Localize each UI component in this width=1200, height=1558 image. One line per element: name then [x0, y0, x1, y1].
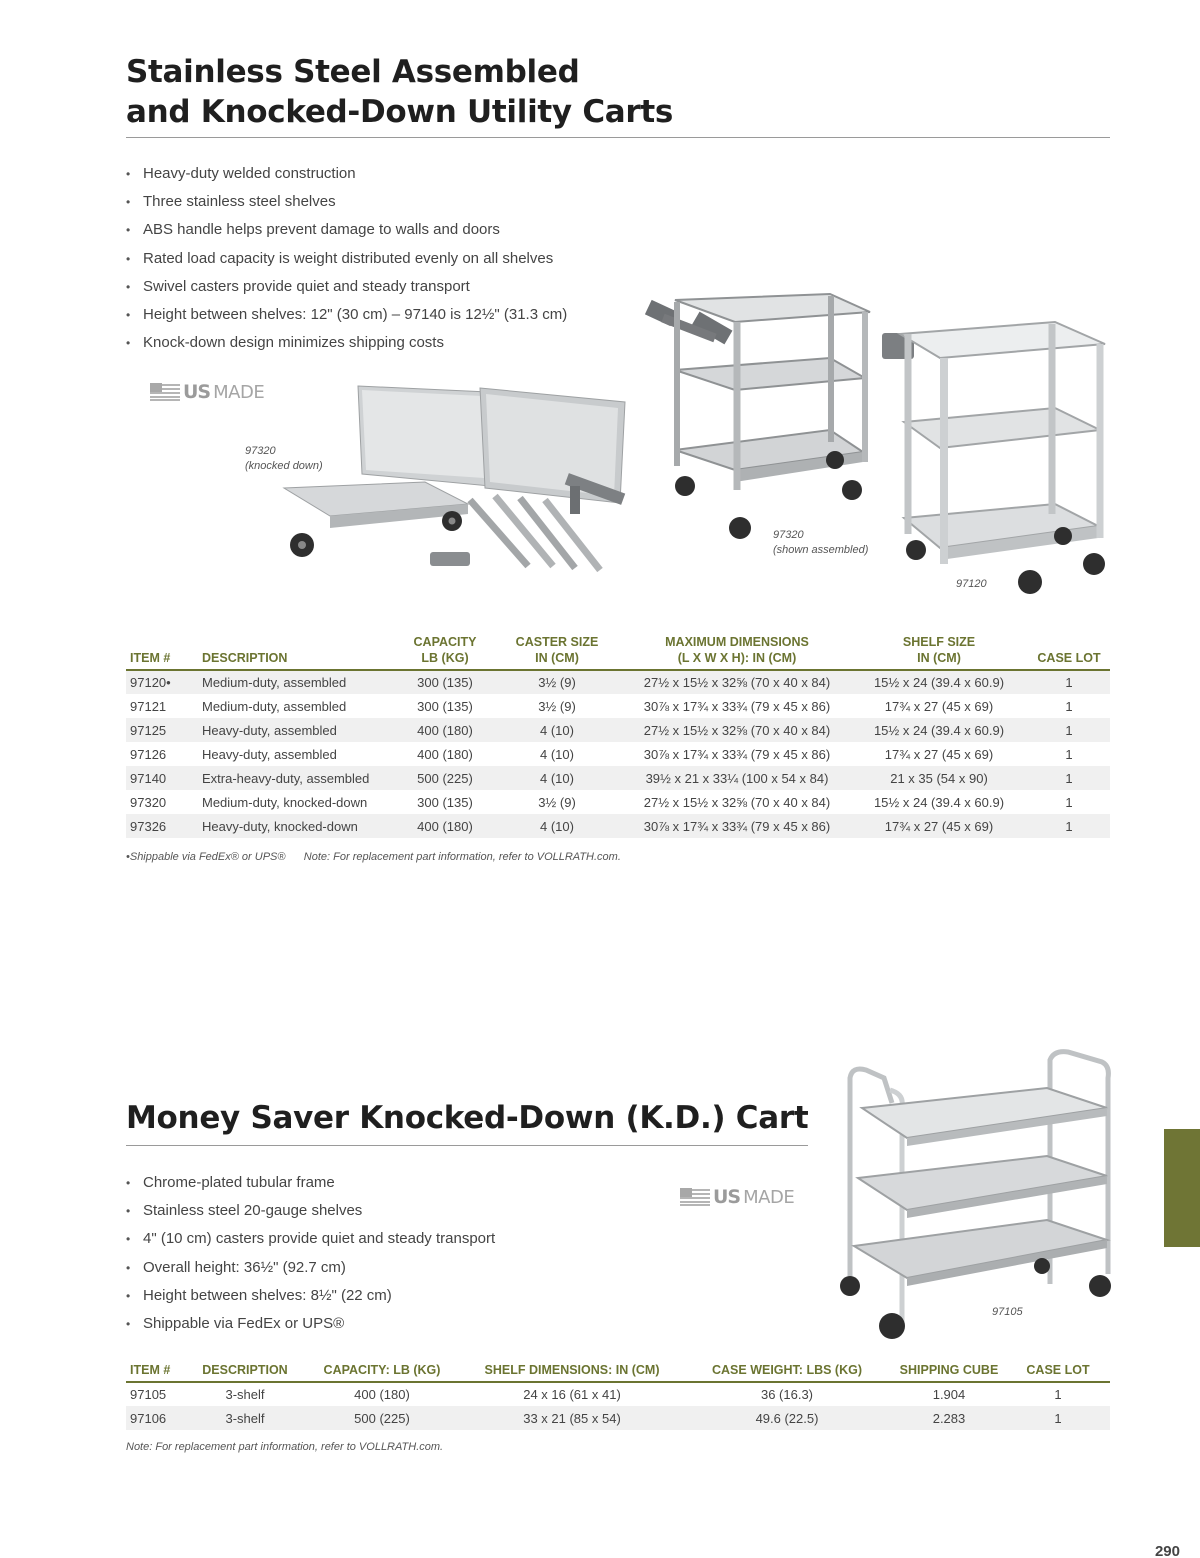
cell-shelf: 15½ x 24 (39.4 x 60.9)	[850, 670, 1028, 694]
col-caster-line1: CASTER SIZE	[515, 635, 599, 649]
col-shelf-dimensions: SHELF DIMENSIONS: IN (CM)	[462, 1362, 682, 1382]
cell-description: Heavy-duty, assembled	[198, 718, 400, 742]
table-row	[126, 814, 1110, 838]
cell-case: 1	[1028, 718, 1110, 742]
cell-dimensions: 27½ x 15½ x 32⅝ (70 x 40 x 84)	[624, 718, 850, 742]
cell-item: 97326	[126, 814, 198, 838]
cell-description: Heavy-duty, assembled	[202, 746, 337, 762]
col-capacity: CAPACITY: LB (KG)	[302, 1362, 462, 1382]
col-case-lot: CASE LOT	[1028, 634, 1110, 670]
table-row	[126, 742, 1110, 766]
cell-dimensions: 27½ x 15½ x 32⅝ (70 x 40 x 84)	[643, 794, 831, 810]
col-shelf-line2: IN (CM)	[917, 651, 961, 665]
list-item: • Height between shelves: 12" (30 cm) – 97140 is 12½" (31.3 cm)	[126, 301, 567, 329]
cell-case: 1	[1028, 814, 1110, 838]
knocked-down-cart-image	[270, 378, 640, 578]
us-flag-icon	[680, 1188, 710, 1206]
section2-title: Money Saver Knocked-Down (K.D.) Cart	[126, 1100, 809, 1136]
table-row	[126, 670, 1110, 694]
table-row	[126, 790, 1110, 814]
list-item: • Swivel casters provide quiet and steady transport	[126, 273, 567, 301]
table-row	[126, 1406, 1110, 1430]
cell-description: Heavy-duty, knocked-down	[198, 814, 400, 838]
section1-title	[126, 52, 826, 132]
assembled-caption	[773, 528, 868, 558]
list-item: • Chrome-plated tubular frame	[126, 1169, 495, 1197]
cell-case: 1	[1028, 670, 1110, 694]
cell-shelf-dimensions: 24 x 16 (61 x 41)	[523, 1387, 621, 1402]
cell-caster: 4 (10)	[490, 814, 624, 838]
cell-item: 97126	[130, 746, 167, 762]
cell-dimensions: 30⅞ x 17¾ x 33¾ (79 x 45 x 86)	[643, 698, 831, 714]
cart-97120-image	[880, 318, 1110, 596]
cell-item: 97121	[130, 698, 167, 714]
cell-case: 1	[1065, 794, 1073, 810]
cell-caster: 3½ (9)	[490, 670, 624, 694]
list-item: • Heavy-duty welded construction	[126, 160, 567, 188]
col-case-lot: CASE LOT	[1006, 1362, 1110, 1382]
col-shipping-cube: SHIPPING CUBE	[892, 1362, 1006, 1382]
cell-item: 97105	[130, 1387, 167, 1402]
cell-caster: 3½ (9)	[538, 698, 576, 714]
assembled-caption-note: (shown assembled)	[773, 544, 869, 556]
list-item: • Overall height: 36½" (92.7 cm)	[126, 1254, 495, 1282]
list-item: • Shippable via FedEx or UPS®	[126, 1310, 495, 1338]
col-dimensions	[624, 634, 850, 670]
kd-caption-note: (knocked down)	[245, 460, 323, 472]
section-side-tab	[1164, 1129, 1200, 1247]
cell-case-weight: 49.6 (22.5)	[682, 1406, 892, 1430]
cell-case-weight: 36 (16.3)	[760, 1387, 814, 1402]
list-item: • Knock-down design minimizes shipping costs	[126, 329, 567, 357]
section1-spec-table	[126, 634, 1110, 838]
cell-item: 97320	[130, 794, 167, 810]
assembled-caption-model: 97320	[773, 529, 804, 541]
col-shelf-size	[850, 634, 1028, 670]
section2-note: Note: For replacement part information, refer to VOLLRATH.com.	[126, 1441, 444, 1453]
usmade-logo	[150, 381, 264, 403]
cell-item: 97140	[126, 766, 198, 790]
cell-caster: 4 (10)	[490, 718, 624, 742]
col-case-weight: CASE WEIGHT: LBS (KG)	[682, 1362, 892, 1382]
cell-description: 3-shelf	[225, 1387, 265, 1402]
list-item: • Stainless steel 20-gauge shelves	[126, 1197, 495, 1225]
cart-97105-caption: 97105	[992, 1306, 1023, 1318]
cell-description: Medium-duty, assembled	[198, 670, 400, 694]
cell-case: 1	[1065, 746, 1073, 762]
section2-feature-list	[126, 1169, 495, 1338]
cell-description: Medium-duty, knocked-down	[202, 794, 368, 810]
list-item: • ABS handle helps prevent damage to walls and doors	[126, 216, 567, 244]
kd-caption-model: 97320	[245, 445, 276, 457]
cell-case: 1	[1054, 1387, 1062, 1402]
table-header-row	[126, 1362, 1110, 1382]
cell-item: 97120•	[126, 670, 198, 694]
cell-caster: 4 (10)	[490, 766, 624, 790]
cell-capacity: 500 (225)	[302, 1406, 462, 1430]
kd-caption	[245, 444, 323, 474]
cart-97120-caption: 97120	[956, 578, 987, 590]
section1-feature-list	[126, 160, 567, 357]
section2-spec-table	[126, 1362, 1110, 1430]
cell-capacity: 500 (225)	[400, 766, 490, 790]
cell-caster: 4 (10)	[540, 746, 574, 762]
cell-caster: 3½ (9)	[538, 794, 576, 810]
cell-description: Medium-duty, assembled	[202, 698, 347, 714]
list-item: • Height between shelves: 8½" (22 cm)	[126, 1282, 495, 1310]
col-dimensions-line1: MAXIMUM DIMENSIONS	[665, 635, 809, 649]
col-item: ITEM #	[126, 634, 198, 670]
col-shelf-line1: SHELF SIZE	[902, 635, 976, 649]
cell-shipping-cube: 2.283	[892, 1406, 1006, 1430]
cell-capacity: 300 (135)	[417, 698, 473, 714]
assembled-cart-97320-image	[645, 290, 875, 550]
table-row	[126, 694, 1110, 718]
usmade-made: MADE	[213, 381, 265, 403]
cell-case: 1	[1065, 698, 1073, 714]
page-number: 290	[1154, 1543, 1180, 1558]
table-row	[126, 718, 1110, 742]
table-header-row	[126, 634, 1110, 670]
col-caster	[490, 634, 624, 670]
usmade-us: US	[713, 1186, 741, 1208]
cell-dimensions: 30⅞ x 17¾ x 33¾ (79 x 45 x 86)	[643, 746, 831, 762]
list-item: • Three stainless steel shelves	[126, 188, 567, 216]
section1-title-line2: and Knocked-Down Utility Carts	[126, 94, 674, 130]
cell-dimensions: 27½ x 15½ x 32⅝ (70 x 40 x 84)	[624, 670, 850, 694]
col-description: DESCRIPTION	[188, 1362, 302, 1382]
cell-shelf: 17¾ x 27 (45 x 69)	[884, 746, 994, 762]
col-capacity-line1: CAPACITY	[413, 635, 477, 649]
cell-capacity: 300 (135)	[417, 794, 473, 810]
section1-title-line1: Stainless Steel Assembled	[126, 54, 580, 90]
usmade-logo	[680, 1186, 794, 1208]
cell-shelf: 15½ x 24 (39.4 x 60.9)	[873, 794, 1005, 810]
us-flag-icon	[150, 383, 180, 401]
col-capacity	[400, 634, 490, 670]
cell-capacity: 400 (180)	[417, 746, 473, 762]
col-capacity-line2: LB (KG)	[421, 651, 469, 665]
cell-capacity: 400 (180)	[400, 718, 490, 742]
section1-title-rule	[126, 137, 1110, 138]
section2-title-rule	[126, 1145, 808, 1146]
cart-97105-image	[832, 1048, 1117, 1343]
cell-capacity: 300 (135)	[400, 670, 490, 694]
cell-item: 97125	[126, 718, 198, 742]
col-item: ITEM #	[126, 1362, 188, 1382]
cell-shelf: 15½ x 24 (39.4 x 60.9)	[850, 718, 1028, 742]
cell-shelf-dimensions: 33 x 21 (85 x 54)	[462, 1406, 682, 1430]
cell-dimensions: 39½ x 21 x 33¼ (100 x 54 x 84)	[624, 766, 850, 790]
cell-case: 1	[1028, 766, 1110, 790]
cell-capacity: 400 (180)	[400, 814, 490, 838]
cell-dimensions: 30⅞ x 17¾ x 33¾ (79 x 45 x 86)	[624, 814, 850, 838]
section1-footnote: •Shippable via FedEx® or UPS® Note: For replacement part information, refer to VOLLRATH.com.	[126, 851, 621, 863]
list-item: • Rated load capacity is weight distributed evenly on all shelves	[126, 245, 567, 273]
list-item: • 4" (10 cm) casters provide quiet and steady transport	[126, 1225, 495, 1253]
cell-shelf: 17¾ x 27 (45 x 69)	[850, 814, 1028, 838]
cell-case: 1	[1006, 1406, 1110, 1430]
cell-item: 97106	[126, 1406, 188, 1430]
cell-capacity: 400 (180)	[354, 1387, 410, 1402]
cell-shelf: 17¾ x 27 (45 x 69)	[884, 698, 994, 714]
col-caster-line2: IN (CM)	[535, 651, 579, 665]
cell-description: Extra-heavy-duty, assembled	[198, 766, 400, 790]
table-row	[126, 766, 1110, 790]
cell-shipping-cube: 1.904	[932, 1387, 966, 1402]
cell-shelf: 21 x 35 (54 x 90)	[850, 766, 1028, 790]
usmade-us: US	[183, 381, 211, 403]
col-description: DESCRIPTION	[198, 634, 400, 670]
col-dimensions-line2: (L X W X H): IN (CM)	[677, 651, 797, 665]
table-row	[126, 1382, 1110, 1406]
usmade-made: MADE	[743, 1186, 795, 1208]
cell-description: 3-shelf	[188, 1406, 302, 1430]
